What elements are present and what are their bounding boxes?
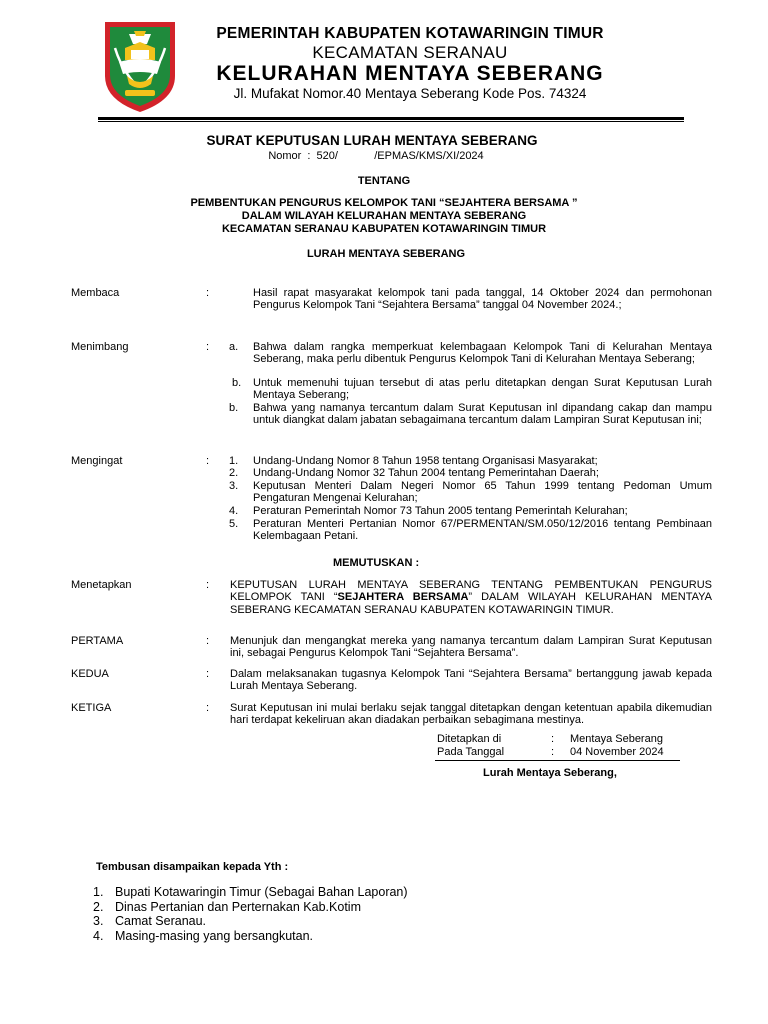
- pertama-colon: :: [206, 635, 210, 647]
- mengingat-marker: 2.: [229, 467, 239, 479]
- kedua-label: KEDUA: [71, 668, 109, 680]
- menetapkan-colon: :: [206, 579, 210, 591]
- menetapkan-text: [230, 579, 712, 616]
- mengingat-label: Mengingat: [71, 455, 123, 467]
- ditetapkan-value: Mentaya Seberang: [570, 733, 663, 745]
- tembusan-text: Dinas Pertanian dan Perternakan Kab.Kotim: [115, 900, 361, 914]
- mengingat-marker: 5.: [229, 518, 239, 530]
- header-divider-thick: [98, 117, 684, 120]
- document-number: Nomor : 520/ /EPMAS/KMS/XI/2024: [268, 150, 484, 162]
- mengingat-marker: 1.: [229, 455, 239, 467]
- tembusan-item: [93, 929, 313, 943]
- ditetapkan-label: Ditetapkan di: [437, 733, 502, 745]
- menimbang-item: Untuk memenuhi tujuan tersebut di atas perlu ditetapkan dengan Surat Keputusan Lurah Mentaya Seberang;: [253, 377, 712, 402]
- ditetapkan-colon: :: [551, 733, 555, 745]
- tembusan-text: Camat Seranau.: [115, 914, 207, 928]
- menetapkan-text-post: ” DALAM WILAYAH KELURAHAN MENTAYA SEBERANG KECAMATAN SERANAU KABUPATEN KOTAWARINGIN TIMUR.: [230, 591, 712, 616]
- membaca-text: Hasil rapat masyarakat kelompok tani pada tanggal, 14 Oktober 2024 dan permohonan Pengurus Kelompok Tani “Sejahtera Bersama” tanggal 04 November 2024.;: [253, 287, 712, 312]
- memutuskan-heading: MEMUTUSKAN :: [333, 557, 420, 569]
- menimbang-colon: :: [206, 341, 210, 353]
- document-title: SURAT KEPUTUSAN LURAH MENTAYA SEBERANG: [206, 133, 538, 148]
- tanggal-colon: :: [551, 746, 555, 758]
- mengingat-item: Peraturan Menteri Pertanian Nomor 67/PERMENTAN/SM.050/12/2016 tentang Pembinaan Kelembagaan Petani.: [253, 518, 712, 543]
- tembusan-text: Masing-masing yang bersangkutan.: [115, 929, 314, 943]
- tanggal-value: 04 November 2024: [570, 746, 664, 758]
- mengingat-item: Undang-Undang Nomor 32 Tahun 2004 tentang Pemerintahan Daerah;: [253, 467, 599, 479]
- membaca-label: Membaca: [71, 287, 120, 299]
- kedua-text: Dalam melaksanakan tugasnya Kelompok Tani “Sejahtera Bersama” bertanggung jawab kepada Lurah Mentaya Seberang.: [230, 668, 712, 693]
- mengingat-item: Peraturan Pemerintah Nomor 73 Tahun 2005 tentang Pemerintah Kelurahan;: [253, 505, 628, 517]
- tanggal-label: Pada Tanggal: [437, 746, 505, 758]
- header-divider-thin: [98, 121, 684, 122]
- tembusan-item: [93, 900, 361, 914]
- mengingat-item: Undang-Undang Nomor 8 Tahun 1958 tentang Organisasi Masyarakat;: [253, 455, 598, 467]
- tembusan-title: Tembusan disampaikan kepada Yth :: [96, 861, 289, 873]
- mengingat-marker: 3.: [229, 480, 239, 492]
- mengingat-marker: 4.: [229, 505, 239, 517]
- tembusan-marker: 2.: [93, 900, 104, 914]
- menimbang-marker: b.: [232, 377, 242, 389]
- subject-line-2: DALAM WILAYAH KELURAHAN MENTAYA SEBERANG: [241, 210, 527, 222]
- mengingat-item: Keputusan Menteri Dalam Negeri Nomor 65 Tahun 1999 tentang Pedoman Umum Pengaturan Mengenai Kelurahan;: [253, 480, 712, 505]
- tentang-heading: TENTANG: [357, 175, 411, 187]
- regency-logo: [101, 18, 179, 114]
- header-village: KELURAHAN MENTAYA SEBERANG: [216, 62, 604, 85]
- menetapkan-text-pre: KEPUTUSAN LURAH MENTAYA SEBERANG TENTANG PEMBENTUKAN PENGURUS KELOMPOK TANI “: [230, 579, 712, 604]
- menimbang-label: Menimbang: [71, 341, 129, 353]
- menimbang-marker: b.: [229, 402, 239, 414]
- menimbang-item: Bahwa dalam rangka memperkuat kelembagaan Kelompok Tani di Kelurahan Mentaya Seberang, maka perlu dibentuk Pengurus Kelompok Tani di Kelurahan Mentaya Seberang;: [253, 341, 712, 366]
- tembusan-text: Bupati Kotawaringin Timur (Sebagai Bahan Laporan): [115, 885, 408, 899]
- tembusan-marker: 3.: [93, 914, 104, 928]
- subject-line-1: PEMBENTUKAN PENGURUS KELOMPOK TANI “SEJAHTERA BERSAMA ”: [190, 197, 578, 209]
- tembusan-item: [93, 914, 206, 928]
- menimbang-marker: a.: [229, 341, 239, 353]
- signature-divider: [435, 760, 680, 761]
- mengingat-colon: :: [206, 455, 210, 467]
- menetapkan-label: Menetapkan: [71, 579, 132, 591]
- kedua-colon: :: [206, 668, 210, 680]
- regency-crest-icon: [101, 18, 179, 114]
- membaca-colon: :: [206, 287, 210, 299]
- document-subject: [0, 197, 768, 236]
- pertama-text: Menunjuk dan mengangkat mereka yang namanya tercantum dalam Lampiran Surat Keputusan ini, sebagai Pengurus Kelompok Tani “Sejahtera Bersama”.: [230, 635, 712, 660]
- subject-line-3: KECAMATAN SERANAU KABUPATEN KOTAWARINGIN TIMUR: [221, 223, 547, 235]
- ketiga-colon: :: [206, 702, 210, 714]
- issuer-heading: LURAH MENTAYA SEBERANG: [306, 248, 466, 260]
- header-government: PEMERINTAH KABUPATEN KOTAWARINGIN TIMUR: [216, 25, 604, 42]
- tembusan-marker: 1.: [93, 885, 104, 899]
- signatory-title: Lurah Mentaya Seberang,: [483, 767, 617, 779]
- header-district: KECAMATAN SERANAU: [312, 43, 508, 62]
- ketiga-label: KETIGA: [71, 702, 112, 714]
- header-address: Jl. Mufakat Nomor.40 Mentaya Seberang Kode Pos. 74324: [233, 86, 587, 101]
- menimbang-item: Bahwa yang namanya tercantum dalam Surat Keputusan inl dipandang cakap dan mampu untuk diangkat dalam jabatan sebagaimana tercantum dalam Lampiran Surat Keputusan ini;: [253, 402, 712, 427]
- tembusan-marker: 4.: [93, 929, 104, 943]
- pertama-label: PERTAMA: [71, 635, 124, 647]
- ketiga-text: Surat Keputusan ini mulai berlaku sejak tanggal ditetapkan dengan ketentuan apabila dikemudian hari terdapat kekeliruan akan diadakan perbaikan sebagimana mestinya.: [230, 702, 712, 727]
- menetapkan-text-bold: SEJAHTERA BERSAMA: [337, 591, 469, 604]
- tembusan-item: [93, 885, 408, 899]
